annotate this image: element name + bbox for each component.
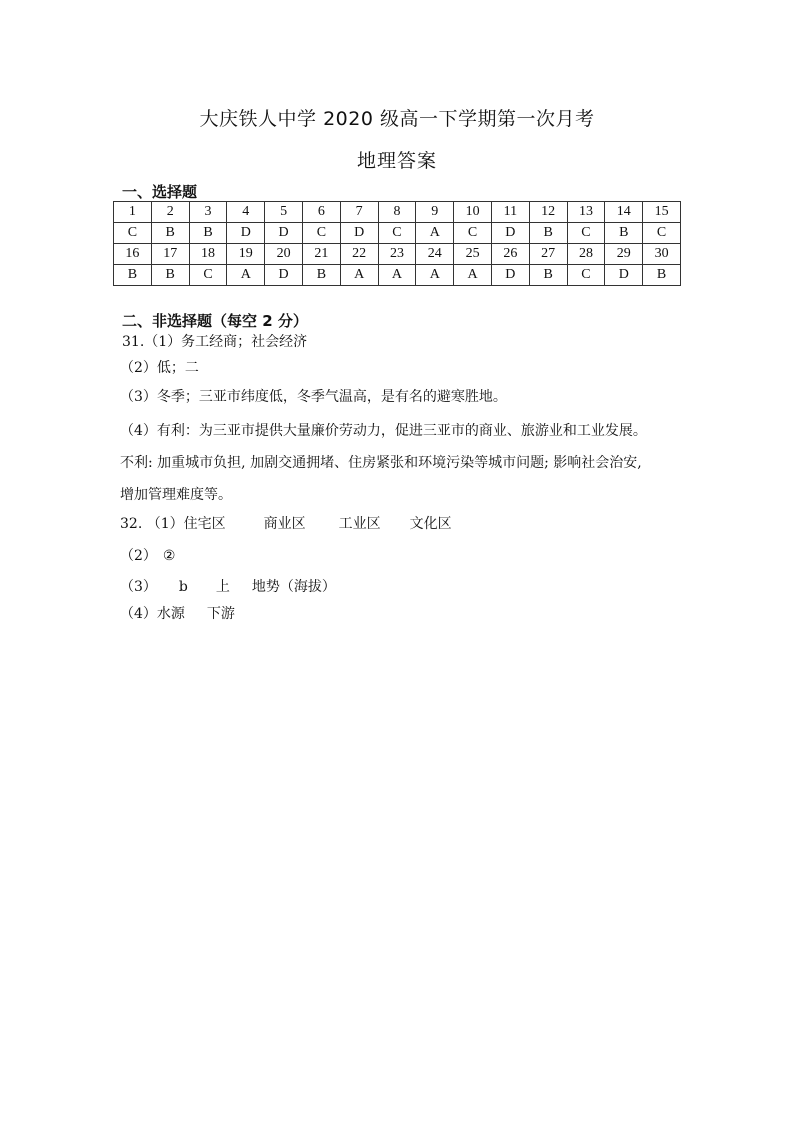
- q32-3-prefix: （3）: [120, 579, 157, 595]
- question-number-cell: 25: [454, 244, 492, 265]
- question-number-cell: 14: [605, 202, 643, 223]
- q32-2-answer-a: ②: [162, 548, 176, 564]
- question-number-cell: 22: [340, 244, 378, 265]
- q32-4-answer-a: 下游: [206, 606, 235, 622]
- question-number-cell: 24: [416, 244, 454, 265]
- answer-cell: A: [454, 265, 492, 286]
- q32-line-3: [120, 576, 336, 596]
- answer-row: [114, 223, 681, 244]
- q31-line-6: 增加管理难度等。: [120, 487, 232, 503]
- q32-4-prefix: （4）水源: [120, 606, 185, 622]
- question-number-cell: 29: [605, 244, 643, 265]
- q31-line-4: （4）有利：为三亚市提供大量廉价劳动力，促进三亚市的商业、旅游业和工业发展。: [120, 423, 647, 439]
- question-number-cell: 12: [529, 202, 567, 223]
- q31-line-3: （3）冬季；三亚市纬度低，冬季气温高，是有名的避寒胜地。: [120, 389, 507, 405]
- question-number-cell: 21: [302, 244, 340, 265]
- question-number-cell: 2: [151, 202, 189, 223]
- answer-cell: B: [114, 265, 152, 286]
- answer-cell: D: [227, 223, 265, 244]
- question-number-cell: 7: [340, 202, 378, 223]
- answer-cell: C: [643, 223, 681, 244]
- question-number-cell: 4: [227, 202, 265, 223]
- answer-cell: D: [491, 223, 529, 244]
- question-number-cell: 5: [265, 202, 303, 223]
- q32-1-answer-a: 商业区: [263, 516, 306, 532]
- q32-3-answer-b: 上: [215, 579, 230, 595]
- question-number-cell: 15: [643, 202, 681, 223]
- answer-cell: D: [340, 223, 378, 244]
- question-number-cell: 18: [189, 244, 227, 265]
- q32-1-prefix: 32. （1）住宅区: [120, 516, 226, 532]
- q32-1-answer-b: 工业区: [338, 516, 381, 532]
- question-number-cell: 27: [529, 244, 567, 265]
- answer-cell: D: [491, 265, 529, 286]
- question-number-cell: 1: [114, 202, 152, 223]
- question-number-cell: 6: [302, 202, 340, 223]
- answer-cell: C: [114, 223, 152, 244]
- question-number-cell: 3: [189, 202, 227, 223]
- answer-cell: A: [416, 223, 454, 244]
- q32-3-answer-a: b: [178, 579, 188, 595]
- answer-cell: C: [378, 223, 416, 244]
- question-number-cell: 13: [567, 202, 605, 223]
- answer-cell: B: [189, 223, 227, 244]
- answer-cell: B: [302, 265, 340, 286]
- answer-cell: C: [454, 223, 492, 244]
- q31-line-5: 不利: 加重城市负担, 加剧交通拥堵、住房紧张和环境污染等城市问题; 影响社会治安,: [120, 455, 642, 471]
- answer-cell: A: [227, 265, 265, 286]
- answer-cell: A: [416, 265, 454, 286]
- answer-table-body: [114, 202, 681, 286]
- answer-cell: C: [567, 265, 605, 286]
- question-number-cell: 28: [567, 244, 605, 265]
- section-heading-nonchoice: 二、非选择题（每空 2 分）: [122, 312, 308, 330]
- question-number-cell: 10: [454, 202, 492, 223]
- answer-cell: B: [529, 265, 567, 286]
- question-number-cell: 9: [416, 202, 454, 223]
- answer-cell: B: [643, 265, 681, 286]
- q31-line-1: 31.（1）务工经商；社会经济: [122, 334, 308, 350]
- answer-cell: B: [151, 223, 189, 244]
- answer-cell: A: [378, 265, 416, 286]
- question-number-row: [114, 202, 681, 223]
- q31-line-2: （2）低；二: [120, 360, 199, 376]
- document-title: 大庆铁人中学 2020 级高一下学期第一次月考: [199, 108, 595, 130]
- answer-cell: C: [302, 223, 340, 244]
- answer-table: [113, 201, 681, 286]
- answer-cell: D: [265, 223, 303, 244]
- answer-row: [114, 265, 681, 286]
- document-subtitle: 地理答案: [356, 150, 437, 172]
- question-number-cell: 19: [227, 244, 265, 265]
- answer-cell: A: [340, 265, 378, 286]
- question-number-cell: 17: [151, 244, 189, 265]
- q32-line-1: [120, 513, 452, 533]
- q32-3-answer-c: 地势（海拔）: [251, 579, 336, 595]
- question-number-cell: 23: [378, 244, 416, 265]
- answer-cell: C: [189, 265, 227, 286]
- question-number-cell: 16: [114, 244, 152, 265]
- answer-cell: C: [567, 223, 605, 244]
- q32-1-answer-c: 文化区: [409, 516, 452, 532]
- answer-cell: B: [151, 265, 189, 286]
- question-number-cell: 26: [491, 244, 529, 265]
- answer-cell: B: [529, 223, 567, 244]
- q32-2-prefix: （2）: [120, 548, 157, 564]
- question-number-cell: 8: [378, 202, 416, 223]
- question-number-row: [114, 244, 681, 265]
- q32-line-2: [120, 545, 175, 565]
- section-heading-choice: 一、选择题: [122, 183, 198, 201]
- answer-cell: B: [605, 223, 643, 244]
- answer-cell: D: [605, 265, 643, 286]
- question-number-cell: 30: [643, 244, 681, 265]
- q32-line-4: [120, 603, 235, 623]
- question-number-cell: 20: [265, 244, 303, 265]
- question-number-cell: 11: [491, 202, 529, 223]
- answer-cell: D: [265, 265, 303, 286]
